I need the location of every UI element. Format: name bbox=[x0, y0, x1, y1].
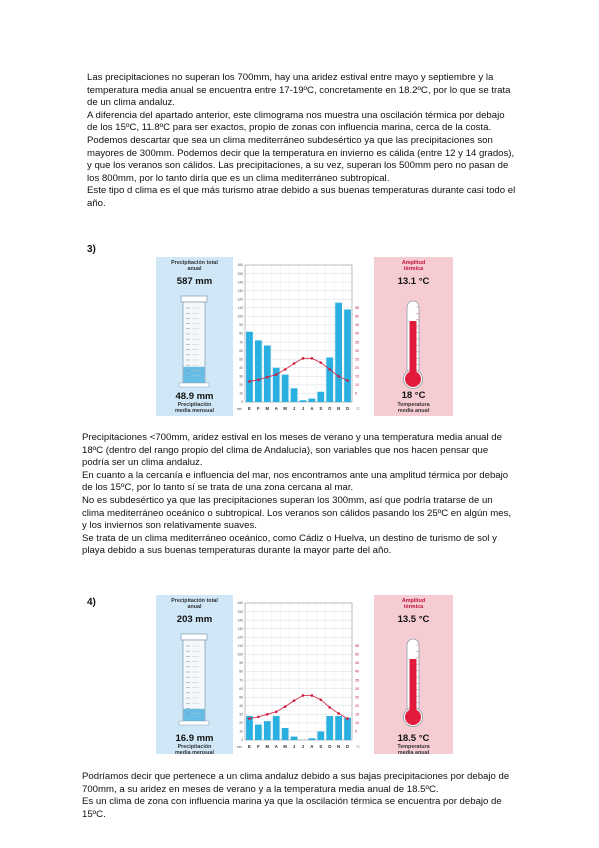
temp-point bbox=[293, 699, 296, 702]
precip-tick-label: 160 bbox=[237, 601, 243, 606]
precip-unit-label: mm bbox=[236, 745, 242, 749]
precip-tick-label: 20 bbox=[239, 383, 243, 388]
precip-tick-label: 130 bbox=[237, 288, 243, 293]
paragraph: No es subdesértico ya que las precipitaciones superan los 300mm, así que podría tratarse de un clima mediterráneo oceánico o subtropical. Los veranos son cálidos pasando los 25ºC en algún mes, y los inviernos son relativamente suaves. bbox=[82, 494, 512, 532]
temp-tick-label: 10 bbox=[355, 383, 359, 388]
temp-point bbox=[248, 380, 251, 383]
temp-tick-label: 15 bbox=[355, 374, 359, 379]
precip-total-title: Precipitación total anual bbox=[171, 260, 218, 273]
precip-bar bbox=[308, 399, 315, 402]
precip-bar bbox=[273, 716, 280, 740]
month-label: F bbox=[257, 406, 260, 411]
temp-tick-label: 20 bbox=[355, 365, 359, 370]
precip-monthly-label: Precipitación media mensual bbox=[175, 402, 214, 415]
temp-point bbox=[346, 379, 349, 382]
precip-tick-label: 40 bbox=[239, 365, 243, 370]
precip-tick-label: 140 bbox=[237, 280, 243, 285]
month-label: S bbox=[319, 744, 323, 749]
precip-total-value: 587 mm bbox=[176, 276, 213, 287]
month-label: F bbox=[257, 744, 260, 749]
gauge-rim bbox=[181, 296, 207, 302]
month-label: J bbox=[292, 744, 296, 749]
temp-point bbox=[266, 713, 269, 716]
precip-bar bbox=[264, 721, 271, 740]
temp-tick-label: 55 bbox=[355, 644, 359, 649]
precip-bar bbox=[344, 310, 351, 402]
precip-bar bbox=[317, 392, 324, 402]
gauge-water bbox=[184, 367, 205, 383]
temp-point bbox=[284, 368, 287, 371]
temp-point bbox=[311, 357, 314, 360]
temp-point bbox=[248, 717, 251, 720]
month-label: M bbox=[283, 406, 287, 411]
temp-point bbox=[319, 361, 322, 364]
rain-gauge bbox=[179, 634, 209, 725]
temp-point bbox=[311, 694, 314, 697]
precip-tick-label: 100 bbox=[237, 314, 243, 319]
precip-tick-label: 100 bbox=[237, 652, 243, 657]
temp-tick-label: 35 bbox=[355, 678, 359, 683]
thermo-bulb bbox=[405, 371, 421, 387]
month-label: D bbox=[346, 744, 350, 749]
precip-tick-label: 10 bbox=[239, 729, 243, 734]
precip-tick-label: 0 bbox=[241, 400, 243, 405]
paragraph: Se trata de un clima mediterráneo oceánico, como Cádiz o Huelva, un destino de turismo de sol y playa debido a sus buenas temperaturas durante la mayor parte del año. bbox=[82, 532, 497, 557]
section-label-3: 3) bbox=[87, 244, 96, 255]
precip-tick-label: 80 bbox=[239, 669, 243, 674]
precip-bar bbox=[317, 731, 324, 740]
temp-tick-label: 40 bbox=[355, 669, 359, 674]
month-label: A bbox=[274, 744, 278, 749]
temp-point bbox=[266, 376, 269, 379]
precip-bar bbox=[255, 725, 262, 740]
temp-tick-label: 5 bbox=[355, 391, 357, 396]
climogram-svg bbox=[156, 257, 453, 416]
gauge-rim bbox=[181, 634, 207, 640]
month-label: M bbox=[265, 406, 270, 411]
precip-tick-label: 60 bbox=[239, 348, 243, 353]
temp-tick-label: 45 bbox=[355, 661, 359, 666]
section-label-4: 4) bbox=[87, 597, 96, 608]
month-label: A bbox=[274, 406, 278, 411]
month-labels bbox=[237, 406, 361, 411]
temp-mean-value: 18 °C bbox=[401, 390, 426, 401]
temp-point bbox=[275, 710, 278, 713]
paragraph: A diferencia del apartado anterior, este climograma nos muestra una oscilación térmica por debajo de los 15ºC, 11.8ºC para ser exactos, propio de zonas con influencia marina, cerca de la costa. bbox=[87, 109, 505, 134]
month-label: A bbox=[310, 406, 314, 411]
amplitude-title: Amplitud térmica bbox=[401, 260, 426, 273]
climogram-svg bbox=[156, 595, 453, 757]
temp-tick-label: 25 bbox=[355, 357, 359, 362]
month-label: O bbox=[328, 744, 332, 749]
temp-point bbox=[275, 373, 278, 376]
gauge-water bbox=[184, 709, 205, 721]
temp-point bbox=[328, 706, 331, 709]
temp-tick-label: 45 bbox=[355, 323, 359, 328]
amplitude-value: 13.5 °C bbox=[397, 614, 430, 625]
temp-unit-label: °C bbox=[356, 407, 360, 411]
month-label: S bbox=[319, 406, 323, 411]
precip-total-title: Precipitación total anual bbox=[171, 598, 218, 611]
thermo-fill bbox=[410, 659, 417, 717]
temp-tick-label: 30 bbox=[355, 348, 359, 353]
precip-tick-label: 0 bbox=[241, 738, 243, 743]
temp-tick-label: 35 bbox=[355, 340, 359, 345]
temp-tick-label: 15 bbox=[355, 712, 359, 717]
temp-tick-label: 50 bbox=[355, 314, 359, 319]
precip-tick-label: 20 bbox=[239, 721, 243, 726]
precip-tick-label: 70 bbox=[239, 678, 243, 683]
precip-total-value: 203 mm bbox=[176, 614, 213, 625]
precip-tick-label: 130 bbox=[237, 626, 243, 631]
text-block-3 bbox=[82, 771, 514, 821]
paragraph: Podríamos decir que pertenece a un clima andaluz debido a sus bajas precipitaciones por debajo de 700mm, a su aridez en meses de verano y a la temperatura media anual de 18.5ºC. bbox=[82, 771, 510, 795]
precip-tick-label: 90 bbox=[239, 661, 243, 666]
temp-unit-label: °C bbox=[356, 745, 360, 749]
precip-tick-label: 120 bbox=[237, 297, 243, 302]
precip-bar bbox=[291, 737, 298, 740]
temp-mean-label: Temperatura media anual bbox=[397, 744, 430, 757]
precip-tick-label: 80 bbox=[239, 331, 243, 336]
precip-bar bbox=[326, 716, 333, 740]
month-labels bbox=[237, 744, 361, 749]
month-label: E bbox=[248, 744, 251, 749]
temp-mean-value: 18.5 °C bbox=[397, 733, 430, 744]
rain-gauge bbox=[179, 296, 209, 387]
temp-tick-label: 40 bbox=[355, 331, 359, 336]
precip-tick-label: 30 bbox=[239, 374, 243, 379]
precip-bar bbox=[291, 388, 298, 402]
month-label: J bbox=[292, 406, 296, 411]
temp-tick-label: 5 bbox=[355, 729, 357, 734]
paragraph: Las precipitaciones no superan los 700mm, hay una aridez estival entre mayo y septiembre y la temperatura media anual se encuentra entre 17-19ºC, concretamente en 18.2ºC, por lo que se trata de un clima andaluz. bbox=[87, 72, 511, 109]
thermometer bbox=[404, 301, 423, 389]
month-label: M bbox=[283, 744, 287, 749]
precip-tick-label: 120 bbox=[237, 635, 243, 640]
thermo-fill bbox=[410, 321, 417, 379]
temp-point bbox=[328, 368, 331, 371]
paragraph: Este tipo d clima es el que más turismo atrae debido a sus buenas temperaturas durante casi todo el año. bbox=[87, 185, 516, 209]
precip-tick-label: 110 bbox=[237, 306, 243, 311]
temp-point bbox=[337, 712, 340, 715]
precip-tick-label: 150 bbox=[237, 609, 243, 614]
temp-point bbox=[346, 717, 349, 720]
precip-tick-label: 10 bbox=[239, 391, 243, 396]
temp-point bbox=[284, 705, 287, 708]
paragraph: Podemos descartar que sea un clima mediterráneo subdesértico ya que las precipitaciones son mayores de 300mm. Podemos decir que la temperatura en invierno es cálida (entre 12 y 14 grados), y que los veranos son cálidos. Las precipitaciones, a su vez, superan los 500mm pero no pasan de los 800mm, por lo tanto diría que es un clima mediterráneo subtropical. bbox=[87, 134, 515, 184]
month-label: N bbox=[337, 744, 341, 749]
precip-bar bbox=[344, 718, 351, 740]
gauge-tube bbox=[183, 640, 205, 721]
precip-bar bbox=[300, 400, 307, 402]
precip-tick-label: 150 bbox=[237, 271, 243, 276]
precip-tick-label: 50 bbox=[239, 695, 243, 700]
temp-mean-label: Temperatura media anual bbox=[397, 402, 430, 415]
precip-tick-label: 70 bbox=[239, 340, 243, 345]
precip-tick-label: 50 bbox=[239, 357, 243, 362]
climogram-4 bbox=[156, 595, 453, 757]
precip-tick-label: 60 bbox=[239, 686, 243, 691]
paragraph: Precipitaciones <700mm, aridez estival en los meses de verano y una temperatura media anual de 18ºC (dentro del rango propio del clima de Andalucía), son variables que nos hacen pensar que podría ser un clima andaluz. bbox=[82, 432, 502, 469]
gauge-base bbox=[179, 721, 209, 725]
text-block-2 bbox=[82, 432, 514, 558]
temp-point bbox=[302, 357, 305, 360]
text-block-1 bbox=[87, 72, 517, 211]
precip-tick-label: 140 bbox=[237, 618, 243, 623]
month-label: N bbox=[337, 406, 341, 411]
precip-bar bbox=[308, 738, 315, 740]
temp-point bbox=[302, 694, 305, 697]
thermo-bulb bbox=[405, 709, 421, 725]
month-label: J bbox=[301, 744, 305, 749]
precip-tick-label: 160 bbox=[237, 263, 243, 268]
precip-bar bbox=[335, 303, 342, 402]
gauge-base bbox=[179, 383, 209, 387]
temp-tick-label: 50 bbox=[355, 652, 359, 657]
precip-tick-label: 30 bbox=[239, 712, 243, 717]
precip-tick-label: 90 bbox=[239, 323, 243, 328]
month-label: E bbox=[248, 406, 251, 411]
amplitude-title: Amplitud térmica bbox=[401, 598, 426, 611]
precip-bar bbox=[282, 728, 289, 740]
precip-monthly-label: Precipitación media mensual bbox=[175, 744, 214, 757]
precip-bar bbox=[282, 375, 289, 402]
precip-bar bbox=[264, 345, 271, 402]
month-label: M bbox=[265, 744, 270, 749]
precip-tick-label: 40 bbox=[239, 703, 243, 708]
month-label: J bbox=[301, 406, 305, 411]
temp-tick-label: 25 bbox=[355, 695, 359, 700]
precip-unit-label: mm bbox=[236, 407, 242, 411]
precip-bar bbox=[335, 716, 342, 740]
temp-tick-label: 55 bbox=[355, 306, 359, 311]
precip-bar bbox=[255, 340, 262, 402]
paragraph: Es un clima de zona con influencia marina ya que la oscilación térmica se encuentra por debajo de 15ºC. bbox=[82, 796, 502, 820]
precip-tick-label: 110 bbox=[237, 644, 243, 649]
temp-point bbox=[257, 378, 260, 381]
temp-tick-label: 20 bbox=[355, 703, 359, 708]
climogram-3 bbox=[156, 257, 453, 416]
precip-bar bbox=[326, 357, 333, 402]
temp-point bbox=[319, 698, 322, 701]
temp-point bbox=[293, 362, 296, 365]
amplitude-value: 13.1 °C bbox=[397, 276, 430, 287]
month-label: O bbox=[328, 406, 332, 411]
temp-tick-label: 30 bbox=[355, 686, 359, 691]
precip-monthly-value: 16.9 mm bbox=[175, 733, 214, 744]
precip-bar bbox=[246, 332, 253, 402]
paragraph: En cuanto a la cercanía e influencia del mar, nos encontramos ante una amplitud térmica por debajo de los 15ºC, por lo tanto sí se trata de una zona cercana al mar. bbox=[82, 469, 509, 494]
temp-tick-label: 10 bbox=[355, 721, 359, 726]
temp-point bbox=[257, 716, 260, 719]
precip-monthly-value: 48.9 mm bbox=[175, 391, 214, 402]
month-label: D bbox=[346, 406, 350, 411]
month-label: A bbox=[310, 744, 314, 749]
thermometer bbox=[404, 639, 423, 727]
temp-point bbox=[337, 375, 340, 378]
